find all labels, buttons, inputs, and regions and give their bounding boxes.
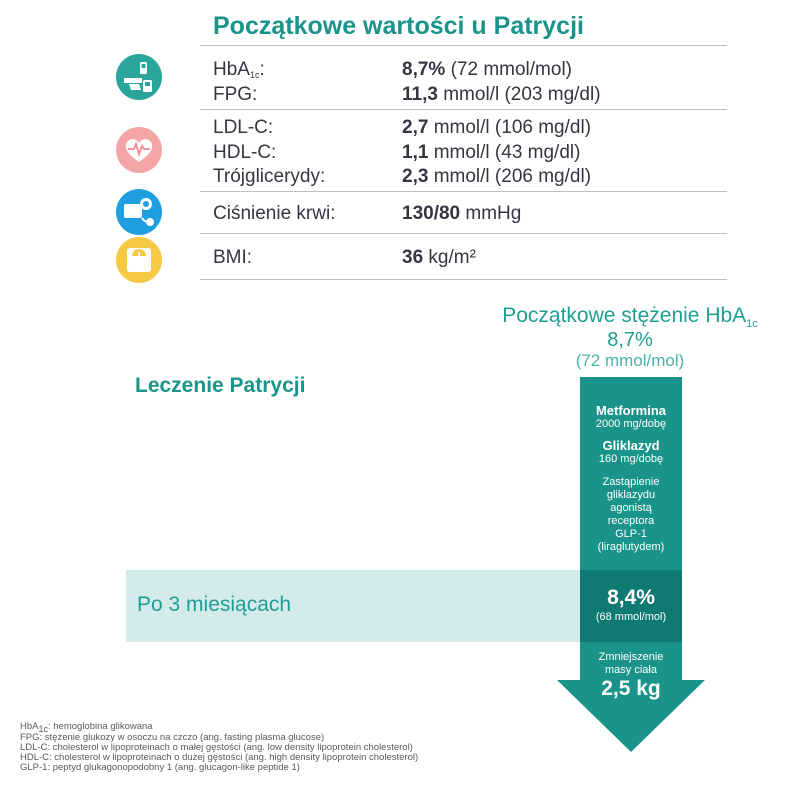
initial-hba1c-value: 8,7% [607, 329, 653, 351]
replacement-line: gliklazydu [606, 489, 656, 501]
footnote-hba1c: HbA$_{1c}$: hemoglobina glikowana [20, 721, 153, 734]
bmi-value: 36 kg/m² [402, 247, 476, 268]
hba1c-label: HbA$_{1c}$: [213, 59, 265, 80]
hdl-label: HDL-C: [213, 142, 277, 163]
arrow-treatment-text [580, 403, 682, 554]
page-title: Początkowe wartości u Patrycji [213, 12, 584, 40]
bp-value: 130/80 mmHg [402, 203, 522, 224]
after-hba1c-value: 8,4% [607, 586, 655, 609]
after-3-months-label: Po 3 miesiącach [137, 593, 292, 616]
footnote-ldl: LDL-C: cholesterol w lipoproteinach o małej gęstości (ang. low density lipoprotein cholesterol) [20, 742, 413, 753]
initial-hba1c-title: Początkowe stężenie HbA$_{1c}$ [502, 304, 758, 330]
weight-loss-line: masy ciała [605, 664, 657, 676]
replacement-line: receptora [607, 515, 655, 527]
replacement-line: (liraglutydem) [597, 541, 665, 553]
hdl-value: 1,1 mmol/l (43 mg/dl) [402, 142, 581, 163]
tg-label: Trójglicerydy: [213, 166, 326, 187]
hba1c-value: 8,7% (72 mmol/mol) [402, 59, 572, 80]
replacement-line: Zastąpienie [602, 476, 660, 488]
initial-hba1c-mmol: (72 mmol/mol) [575, 351, 685, 370]
footnote-glp: GLP-1: peptyd glukagonopodobny 1 (ang. glucagon-like peptide 1) [20, 762, 300, 773]
fpg-label: FPG: [213, 84, 258, 105]
weight-loss-value: 2,5 kg [601, 677, 661, 700]
replacement-line: agonistą [610, 502, 652, 514]
weight-loss-line: Zmniejszenie [598, 651, 664, 663]
bmi-label: BMI: [213, 247, 253, 268]
drug-2-dose: 160 mg/dobę [598, 453, 664, 465]
drug-1-name: Metformina [595, 403, 667, 418]
tg-value: 2,3 mmol/l (206 mg/dl) [402, 166, 592, 187]
ldl-label: LDL-C: [213, 117, 274, 138]
replacement-line: GLP-1 [615, 528, 647, 540]
weight-loss [580, 651, 682, 701]
ldl-value: 2,7 mmol/l (106 mg/dl) [402, 117, 592, 138]
after-result [580, 586, 682, 624]
after-hba1c-mmol: (68 mmol/mol) [595, 611, 667, 623]
footnote-fpg: FPG: stężenie glukozy w osoczu na czczo (ang. fasting plasma glucose) [20, 732, 325, 743]
treatment-title: Leczenie Patrycji [135, 374, 306, 397]
bp-label: Ciśnienie krwi: [213, 203, 336, 224]
replacement-note [580, 476, 682, 554]
drug-1-dose: 2000 mg/dobę [595, 418, 667, 430]
fpg-value: 11,3 mmol/l (203 mg/dl) [402, 84, 601, 105]
footnote-hdl: HDL-C: cholesterol w lipoproteinach o dużej gęstości (ang. high density lipoprotein cholesterol) [20, 752, 419, 763]
drug-2-name: Gliklazyd [602, 438, 660, 453]
